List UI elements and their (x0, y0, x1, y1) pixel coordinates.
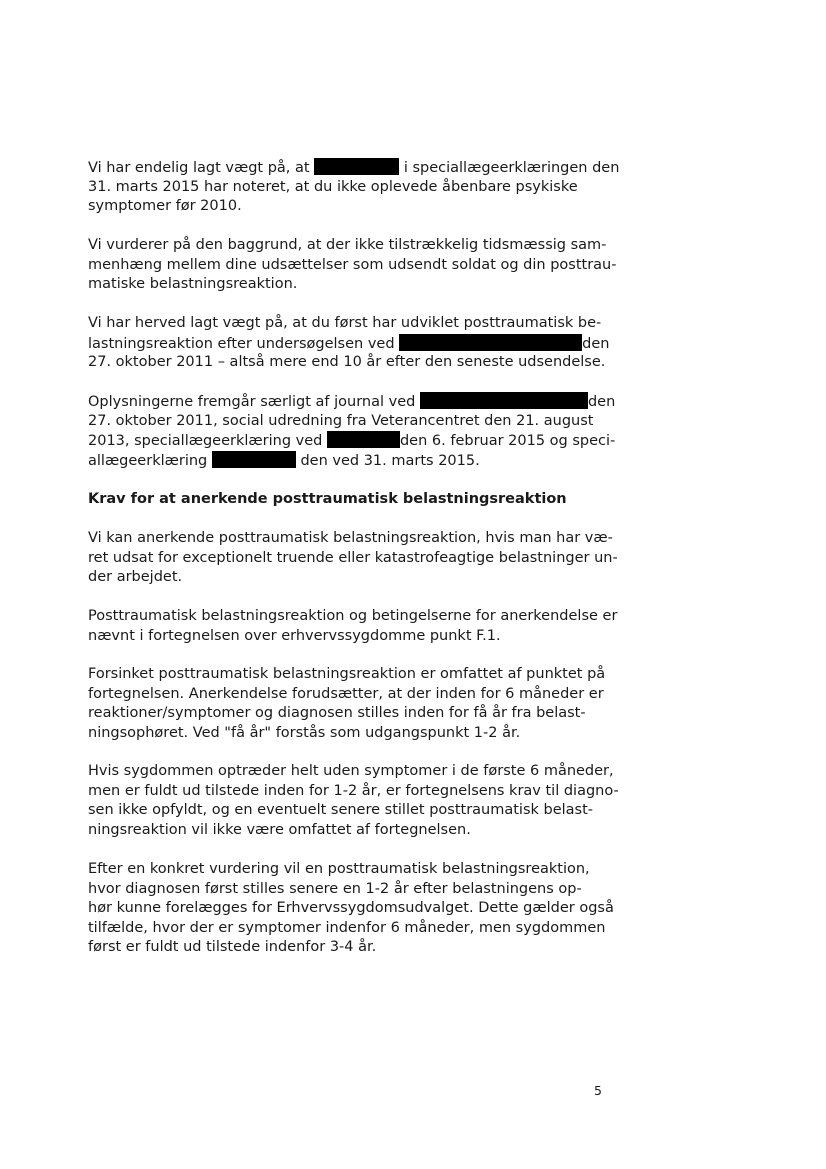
paragraph-6 (88, 607, 628, 646)
paragraph-8 (88, 762, 628, 840)
text-line: tilfælde, hvor der er symptomer indenfor 6 måneder, men sygdommen (88, 919, 606, 936)
redaction-box (314, 158, 399, 175)
text-line: fortegnelsen. Anerkendelse forudsætter, at der inden for 6 måneder er (88, 685, 604, 702)
text-line: men er fuldt ud tilstede inden for 1-2 år, er fortegnelsens krav til diagno- (88, 782, 619, 799)
redaction-box (399, 334, 582, 351)
text-line: 31. marts 2015 har noteret, at du ikke oplevede åbenbare psykiske (88, 178, 578, 195)
text-line: ningsophøret. Ved "få år" forstås som udgangspunkt 1-2 år. (88, 724, 521, 741)
text-line: Posttraumatisk belastningsreaktion og betingelserne for anerkendelse er (88, 608, 618, 624)
text-line: ret udsat for exceptionelt truende eller katastrofeagtige belastninger un- (88, 549, 618, 566)
text: den (587, 394, 616, 410)
paragraph-1 (88, 158, 628, 217)
text-line: Forsinket posttraumatisk belastningsreaktion er omfattet af punktet på (88, 666, 606, 682)
text-line: sen ikke opfyldt, og en eventuelt senere stillet posttraumatisk belast- (88, 802, 594, 818)
page-number: 5 (594, 1083, 602, 1098)
text-line: symptomer før 2010. (88, 198, 242, 214)
text-line: ningsreaktion vil ikke være omfattet af fortegnelsen. (88, 821, 471, 838)
text: 2013, speciallægeerklæring ved (88, 433, 327, 449)
text-line: der arbejdet. (88, 569, 183, 585)
text-line: 27. oktober 2011 – altså mere end 10 år efter den seneste udsendelse. (88, 354, 606, 370)
text-line: matiske belastningsreaktion. (88, 276, 298, 292)
text: i speciallægeerklæringen den (399, 160, 620, 176)
text-line: Efter en konkret vurdering vil en posttraumatisk belastningsreaktion, (88, 861, 590, 877)
redaction-box (212, 451, 296, 468)
text-line: 27. oktober 2011, social udredning fra Veterancentret den 21. august (88, 412, 594, 429)
text-line: Vi vurderer på den baggrund, at der ikke tilstrækkelig tidsmæssig sam- (88, 237, 607, 253)
redaction-box (327, 431, 400, 448)
text-line: Vi kan anerkende posttraumatisk belastningsreaktion, hvis man har væ- (88, 530, 613, 546)
text-line: nævnt i fortegnelsen over erhvervssygdomme punkt F.1. (88, 627, 501, 644)
paragraph-9 (88, 860, 628, 958)
text-line: hvor diagnosen først stilles senere en 1-2 år efter belastningens op- (88, 880, 582, 897)
heading-text: Krav for at anerkende posttraumatisk belastningsreaktion (88, 491, 567, 507)
paragraph-3 (88, 314, 628, 373)
text-line: først er fuldt ud tilstede indenfor 3-4 år. (88, 939, 377, 955)
paragraph-2 (88, 236, 628, 295)
text: den ved 31. marts 2015. (295, 452, 480, 469)
text: Oplysningerne fremgår særligt af journal ved (88, 394, 420, 410)
text-line: Hvis sygdommen optræder helt uden symptomer i de første 6 måneder, (88, 763, 614, 779)
text-line: menhæng mellem dine udsættelser som udsendt soldat og din posttrau- (88, 256, 617, 273)
text-line: reaktioner/symptomer og diagnosen stilles inden for få år fra belast- (88, 705, 586, 721)
paragraph-4 (88, 392, 628, 470)
text: den (582, 335, 610, 352)
paragraph-7 (88, 665, 628, 743)
text: den 6. februar 2015 og speci- (399, 433, 616, 449)
section-heading (88, 490, 628, 510)
text: allægeerklæring (88, 452, 212, 469)
text: lastningsreaktion efter undersøgelsen ved (88, 335, 400, 352)
paragraph-5 (88, 529, 628, 588)
text: Vi har endelig lagt vægt på, at (88, 160, 315, 176)
redaction-box (420, 392, 588, 409)
text-line: hør kunne forelægges for Erhvervssygdomsudvalget. Dette gælder også (88, 900, 614, 916)
text-line: Vi har herved lagt vægt på, at du først har udviklet posttraumatisk be- (88, 315, 602, 331)
